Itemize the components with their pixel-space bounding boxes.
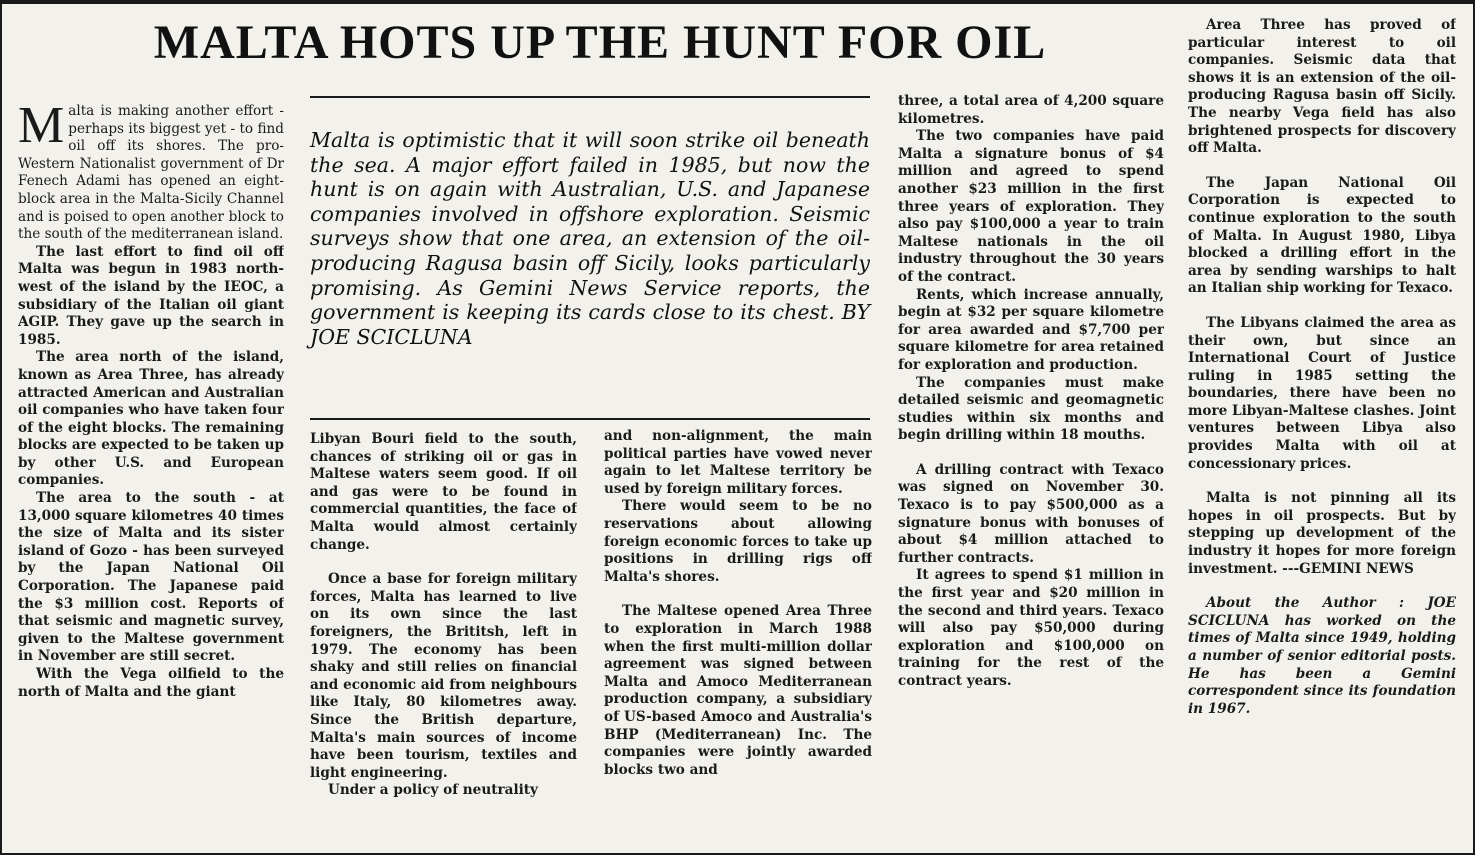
standfirst-deck: Malta is optimistic that it will soon strike oil beneath the sea. A major effort failed in 1985, but now the hunt is on again with Australian, U.S. and Japanese companies involved in offshore exploration. Seismic surveys show that one area, an extension of the oil-producing Ragusa basin off Sicily, looks particularly promising. As Gemini News Service reports, the government is keeping its cards close to its chest. BY JOE SCICLUNA <box>310 128 870 349</box>
paragraph: and non-alignment, the main political parties have vowed never again to let Maltese territory be used by foreign military forces. <box>604 428 872 497</box>
paragraph: three, a total area of 4,200 square kilometres. <box>898 93 1164 127</box>
paragraph: The area to the south - at 13,000 square kilometres 40 times the size of Malta and its sister island of Gozo - has been surveyed by the Japan National Oil Corporation. The Japanese paid the $3 million cost. Reports of that seismic and magnetic survey, given to the Maltese government in November are still secret. <box>18 490 284 665</box>
paragraph: Malta is not pinning all its hopes in oil prospects. But by stepping up development of the industry it hopes for more foreign investment. ---GEMINI NEWS <box>1188 490 1456 577</box>
paragraph: The Japan National Oil Corporation is expected to continue exploration to the south of Malta. In August 1980, Libya blocked a drilling effort in the area by sending warships to halt an Italian ship working for Texaco. <box>1188 174 1456 297</box>
paragraph: With the Vega oilfield to the north of Malta and the giant <box>18 666 284 700</box>
paragraph: The area north of the island, known as Area Three, has already attracted American and Australian oil companies who have taken four of the eight blocks. The remaining blocks are expected to be taken up by other U.S. and European companies. <box>18 349 284 489</box>
paragraph: Malta is making another effort - perhaps its biggest yet - to find oil off its shores. The pro-Western Nationalist government of Dr Fenech Adami has opened an eight-block area in the Malta-Sicily Channel and is poised to open another block to the south of the mediterranean island. <box>18 103 284 243</box>
top-border <box>0 0 1475 4</box>
paragraph: The last effort to find oil off Malta was begun in 1983 north-west of the island by the IEOC, a subsidiary of the Italian oil giant AGIP. They gave up the search in 1985. <box>18 243 284 348</box>
article-column-2 <box>310 431 577 848</box>
paragraph: The companies must make detailed seismic and geomagnetic studies within six months and begin drilling within 18 mouths. <box>898 374 1164 444</box>
paragraph: The Libyans claimed the area as their own, but since an International Court of Justice ruling in 1985 setting the boundaries, there have been no more Libyan-Maltese clashes. Joint ventures between Libya also provides Malta with oil at concessionary prices. <box>1188 314 1456 472</box>
paragraph: There would seem to be no reservations about allowing foreign economic forces to take up positions in drilling rigs off Malta's shores. <box>604 498 872 585</box>
paragraph: It agrees to spend $1 million in the first year and $20 million in the second and third years. Texaco will also pay $50,000 during exploration and $100,000 on training for the rest of the contract years. <box>898 567 1164 689</box>
paragraph: Once a base for foreign military forces, Malta has learned to live on its own since the last foreigners, the Brititsh, left in 1979. The economy has been shaky and still relies on financial and economic aid from neighbours like Italy, 80 kilometres away. Since the British departure, Malta's main sources of income have been tourism, textiles and light engineering. <box>310 571 577 781</box>
left-border <box>0 0 2 855</box>
paragraph: Area Three has proved of particular interest to oil companies. Seismic data that shows it is an extension of the oil-producing Ragusa basin off Sicily. The nearby Vega field has also brightened prospects for discovery off Malta. <box>1188 17 1456 157</box>
deck-bottom-rule <box>310 418 870 420</box>
article-column-5 <box>1188 17 1456 848</box>
paragraph: Libyan Bouri field to the south, chances of striking oil or gas in Maltese waters seem good. If oil and gas were to be found in commercial quantities, the face of Malta would almost certainly change. <box>310 431 577 553</box>
article-column-4 <box>898 93 1164 848</box>
headline: MALTA HOTS UP THE HUNT FOR OIL <box>153 16 1047 69</box>
paragraph: Under a policy of neutrality <box>328 782 538 799</box>
paragraph: Rents, which increase annually, begin at $32 per square kilometre for area awarded and $7,700 per square kilometre for area retained for exploration and production. <box>898 286 1164 373</box>
author-note: About the Author : JOE SCICLUNA has worked on the times of Malta since 1949, holding a number of senior editorial posts. He has been a Gemini correspondent since its foundation in 1967. <box>1188 595 1456 717</box>
paragraph: A drilling contract with Texaco was signed on November 30. Texaco is to pay $500,000 as a signature bonus with bonuses of about $4 million attached to further contracts. <box>898 461 1164 566</box>
deck-top-rule <box>310 96 870 98</box>
paragraph: The Maltese opened Area Three to exploration in March 1988 when the first multi-million dollar agreement was signed between Malta and Amoco Mediterranean production company, a subsidiary of US-based Amoco and Australia's BHP (Mediterranean) Inc. The companies were jointly awarded blocks two and <box>604 603 872 778</box>
article-column-3 <box>604 428 872 848</box>
paragraph: The two companies have paid Malta a signature bonus of $4 million and agreed to spend another $23 million in the first three years of exploration. They also pay $100,000 a year to train Maltese nationals in the oil industry throughout the 30 years of the contract. <box>898 128 1164 285</box>
article-column-1 <box>18 103 284 848</box>
